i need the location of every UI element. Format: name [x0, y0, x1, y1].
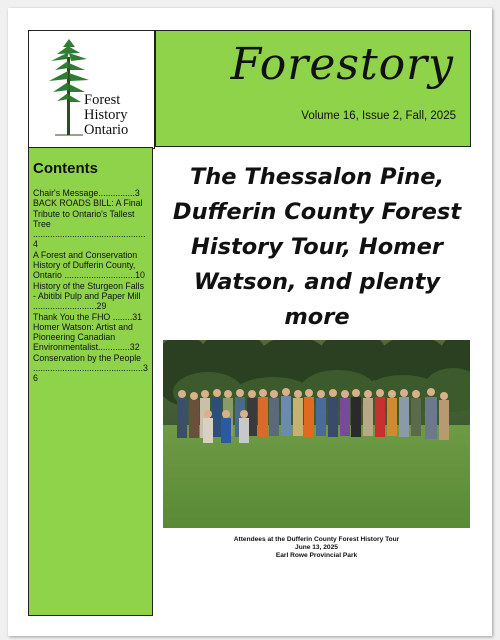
headline-line-1: The Thessalon Pine,: [189, 164, 445, 190]
headline-line-4: Watson, and plenty more: [193, 269, 441, 330]
toc-entry[interactable]: BACK ROADS BILL: A Final Tribute to Ontario's Tallest Tree: [33, 198, 143, 229]
toc-entry[interactable]: Homer Watson: Artist and Pioneering Canadian Environmentalist.............32: [33, 321, 140, 353]
toc-entry[interactable]: ..............................................4: [33, 229, 146, 250]
issue-info: Volume 16, Issue 2, Fall, 2025: [301, 110, 456, 122]
caption-line-2: June 13, 2025: [295, 544, 338, 551]
caption-line-1: Attendees at the Dufferin County Forest History Tour: [233, 536, 400, 543]
logo-wordmark: [84, 93, 128, 138]
logo-line-1: Forest: [84, 92, 121, 108]
masthead-banner: [155, 30, 471, 147]
toc-entry[interactable]: Chair's Message...............3: [33, 188, 140, 198]
newsletter-title: Forestory: [230, 39, 454, 90]
headline-line-3: History Tour, Homer: [191, 234, 443, 260]
group-photo: [163, 340, 470, 528]
toc-entry[interactable]: History of the Sturgeon Falls - Abitibi Pulp and Paper Mill ..........................29: [33, 280, 144, 312]
toc-entry[interactable]: Conservation by the People .............................................36: [33, 352, 148, 384]
fho-logo: [28, 30, 155, 149]
photo-caption: [163, 536, 470, 560]
caption-line-3: Earl Rowe Provincial Park: [275, 552, 358, 559]
toc-entry[interactable]: A Forest and Conservation History of Dufferin County, Ontario .............................10: [33, 249, 145, 281]
logo-line-3: Ontario: [84, 122, 129, 138]
toc-entry[interactable]: Thank You the FHO ........31: [33, 311, 143, 322]
cover-headline: [168, 160, 466, 335]
headline-line-2: Dufferin County Forest: [172, 199, 462, 225]
contents-sidebar: [28, 147, 153, 616]
logo-line-2: History: [84, 107, 128, 123]
group-photo-image: [163, 340, 470, 528]
contents-heading: Contents: [33, 160, 98, 177]
